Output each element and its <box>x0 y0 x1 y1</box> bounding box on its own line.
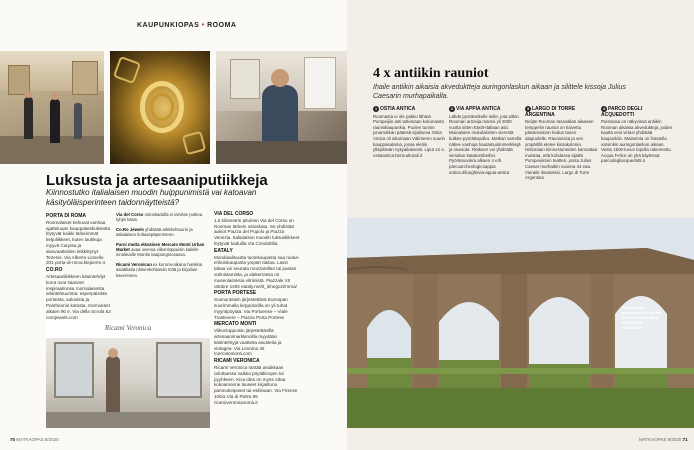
ricami-veronica-heading: RICAMI VERONICA <box>214 358 260 365</box>
mercato-monti-text: Viikonloppuisin järjestettävillä artesaanimarkkinoilla myydään käsintehtyjä vaatteita asusteita ja vintagea. Via Leonina 46 mercatomonti.com <box>214 328 282 357</box>
storefront-photo <box>46 320 210 428</box>
tip-item: Parni mutta eläväinen Mercato Monti Urban Market avaa ovensa viikonloppuisin kaikille innokkaille Montin kaupunginosassa. <box>116 241 205 258</box>
site-ostia-antica: 1 OSTIA ANTICA Roomasta ei ole pakko lähteä Pompeijiin asti tutkimaan kokonaista rauniokaupunkia. Puolen tunnin junamatkan päässä sijaitseva Ostia Antica oli aikoinaan Välimeren suurin kauppasatama, jossa eletiin ylläpitävän nykyaikaisesti. Liput 12 e. ostiaantica.beniculturali.it <box>373 106 445 158</box>
right-footer: MATKAOPAS 8/2020 71 <box>639 437 688 442</box>
ruins-photo-caption: Akveduktien puistossa voi nauttia luonnonrauhasta ja näyttävistä raunioista. <box>622 305 662 330</box>
right-article-subtitle: Ihaile antiikin aikaisia akveduktteja auringonlaskun aikaan ja silittele kissoja Julius Caesarin murhapaikalla. <box>373 84 626 100</box>
via-del-corso-text: 1,5 kilometrin pituinen Via del Corso on Rooman tärkein ostoskatu. Se yhdistää aukiot Piazza del Popolo ja Piazza Venezia. Italialaisen muodin luksusliikkeet löytyvät kaduilla Via Condottilla. <box>214 217 300 246</box>
eataly-text: Mondiaalisuutta tuotekaupasta saa ruoka-erikoiskaupasta ympäri Italiaa. Lasin takaa voi seurata mozzarellan tai pastan valmistamista, ja alakerrassa on museolaitoksia vitriinistä. Piazzale XII ottobre 1492 eataly.net/it_it/negozi/roma/ <box>214 254 300 289</box>
left-article-title: Luksusta ja artesaaniputiikkeja <box>46 172 268 189</box>
right-article-title: 4 x antiikin rauniot <box>373 66 489 81</box>
tip-item: Co.Ro Jewels yhdistää arkkitehtuurin ja italialaisen kultasepäperinteen. <box>116 226 193 238</box>
left-article-subtitle: Kiinnostutko italialaisen muodin huippunimistä vai katoavan käsityöläisperinteen taidonnäytteistä? <box>46 188 257 207</box>
coro-text: Artesaaniliikkeen käsintehdyt korut ovat saaneet inspiraationsa roomalaisesta arkkitehtuurista: esperpäisistä portaista, aukioista ja Pantheonin katosta. Sormukset alkaen 90 e. Via della Scrofa 52 corojewels.com <box>46 273 111 320</box>
store-sign: Ricami Veronica <box>104 324 152 332</box>
porta-portese-heading: PORTA PORTESE <box>214 290 257 297</box>
tip-item: Ricami Veronican ex korona-aikana hankkia asiakkaita niimenkohtaisiin töitä ja kirjailuin kavereinen. <box>116 261 202 278</box>
left-column-1 <box>46 212 112 322</box>
eataly-heading: EATALY <box>214 247 233 254</box>
coro-heading: CO.RO <box>46 267 63 274</box>
street-shoppers-photo <box>0 51 104 164</box>
gold-jewelry-photo <box>110 51 210 164</box>
left-column-3 <box>214 210 300 408</box>
artisan-shop-photo <box>216 51 347 164</box>
section-tag: KAUPUNKIOPAS • ROOMA <box>137 22 237 29</box>
left-footer: 70 MATKAOPAS 8/2020 <box>10 437 59 442</box>
porta-di-roma-heading: PORTA DI ROMA <box>46 213 86 219</box>
ricami-veronica-text: Ricami Veronica räntää asiakkaan odottaessa vaikka pöytäliinojen tai pyyhkeen. Kiva idea on myös ottaa kokoamanne lauseet kirjailtuna pamnukeiposet tai esiliinaan. Via Firenze 106/a Via di Pietra 85 ricamiveronicaroma.it <box>214 364 298 405</box>
mercato-monti-heading: MERCATO MONTI <box>214 321 257 328</box>
site-largo-di-torre-argentina: 3 LARGO DI TORRE ARGENTINA Neljän Rooman tasavallan aikaisen temppelin rauniot on kaivettu päivänvaloon kadun tason alapuolelle. Raunioissa ja sen ympärillä elelee kissakolonia. Historiaan kiinnostuneiden kannattaa muistaa, että kohdassa sijaitsi Pompeiuksen teatteri, jossa Julius Caesar murhattiin vuonna 44 eaa. Vieraile ilmaiseksi. Largo di Torre Argentina <box>525 106 598 181</box>
porta-di-roma-text: Roomalaiset kehuvat vanhaa ajatteluaan kauppakeskuksesta löytyvät kaikki tärkeimmät ketjuliikkeet, kuten laukkuja myyvä Carpisa ja alusvaatteiden leikkittynyt Tezenis. Via Alberto Lionello 201 porta-di-roma.klepierre.it <box>46 219 111 266</box>
via-del-corso-heading: VIA DEL CORSO <box>214 211 254 217</box>
site-parco-degli-acquedotti: 4 PARCO DEGLI ACQUEDOTTI Puistossa on näkyvissä antiikin Rooman aikaisia akvedukteja, joiden kautta vesi virtasi yhdistää kaupunkiin. Maisemia on ihastella varsinkin auringonlaskun aikaan. Vesta 1500-luvun lopulla rakennettu Acqua Felice on yhä käytössä. parcodegliacquedotti.it <box>601 106 673 164</box>
photo-tips-column <box>116 212 212 282</box>
tip-item: Via del Corso ostoskadulla ei tarvitse potkea tyhjin käsin. <box>116 212 203 223</box>
porta-portese-text: Sunnuntaisin järjestettävä Euroopan suurimmalla kirpputorilla on yli tuhat myyntipöytää. Via Portuense – Viale Trastevere – Piazza Porta Portese <box>214 297 288 320</box>
site-via-appia-antica: 2 VIA APPIA ANTICA Lähde pyöräretkelle tielle, jota pitkin Rooman armeija marssi yli 2000 vuotta sitten Etelä-Italiaan asti. Muinaisten mukulakivien vierestä kulkee pyörätiepolku. Matkan varrella näkee vanhoja hautamuistomerkkejä ja rauniota. Retkeen voi yhdistää vierailun katakombeihin. Pyöränvuokra alkaen 4 e/h. parcoarcheologicoappia antica.it/luoghi/via-appia-antica <box>449 106 522 175</box>
